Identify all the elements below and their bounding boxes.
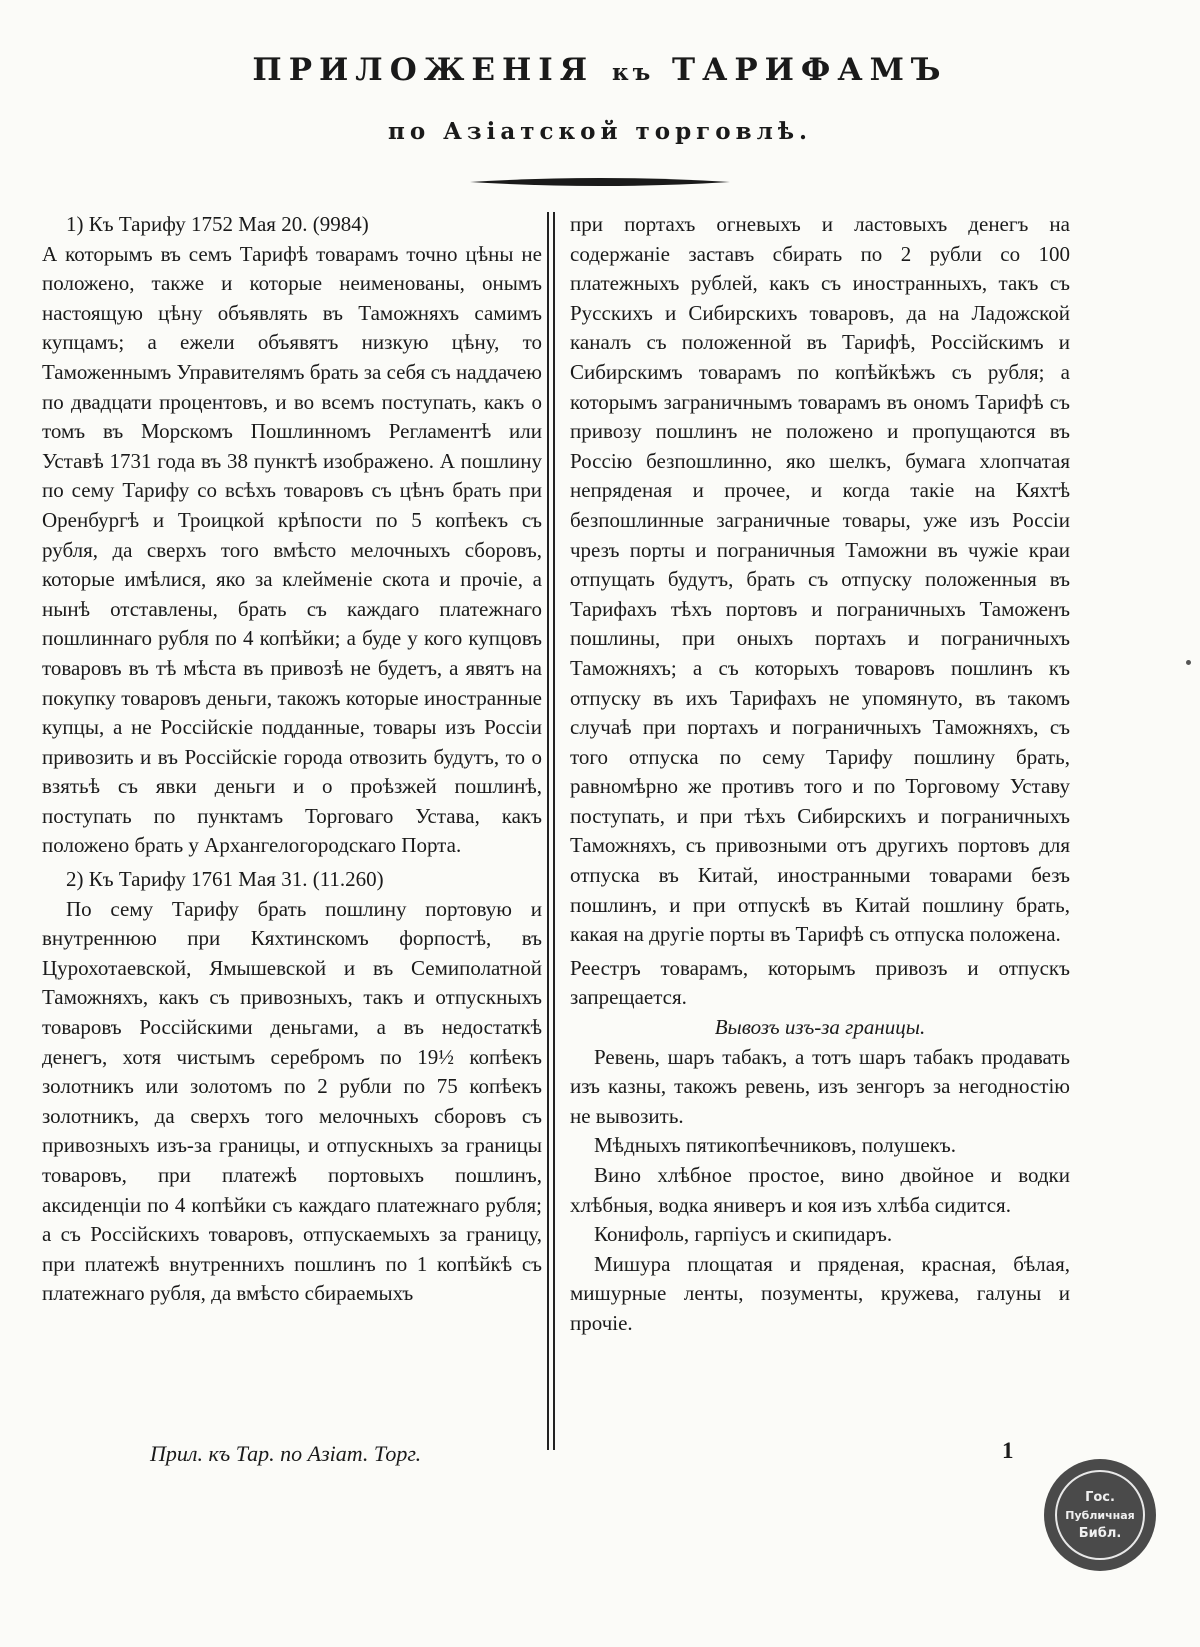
section2-heading: 2) Къ Тарифу 1761 Мая 31. (11.260) xyxy=(66,867,384,892)
title-ornament xyxy=(470,176,730,188)
page-number: 1 xyxy=(1002,1438,1014,1463)
list-item: Ревень, шаръ табакъ, а тотъ шаръ табакъ продавать изъ казны, такожъ ревень, изъ зенгоръ за негодностію не вывозить. xyxy=(570,1044,1070,1128)
title-main: ПРИЛОЖЕНІЯ xyxy=(252,52,595,88)
ink-speck xyxy=(1186,660,1191,665)
section2-text: По сему Тарифу брать пошлину портовую и внутреннюю при Кяхтинскомъ форпостѣ, въ Цурохотаевской, Ямышевской и въ Семиполатной Таможняхъ, какъ съ привозныхъ, такъ и отпускныхъ товаровъ Россійскими деньгами, а въ недостаткѣ денегъ, хотя чистымъ серебромъ по 19½ копѣекъ золотникъ или золотомъ по 2 рубли по 75 копѣекъ золотникъ, да сверхъ того мелочныхъ сборовъ съ привозныхъ изъ-за границы, и отпускныхъ за границы товаровъ, при платежѣ портовыхъ пошлинъ, аксиденціи по 4 копѣйки съ каждаго платежнаго рубля; а съ Россійскихъ товаровъ, отпускаемыхъ за границу, при платежѣ внутреннихъ пошлинъ по 1 копѣйкѣ съ платежнаго рубля, да вмѣсто сбираемыхъ xyxy=(42,896,542,1306)
list-item: Мишура площатая и пряденая, красная, бѣлая, мишурные ленты, позументы, кружева, галуны и прочіе. xyxy=(570,1251,1070,1335)
section1-heading: 1) Къ Тарифу 1752 Мая 20. (9984) xyxy=(66,212,369,236)
section1-text: А которымъ въ семъ Тарифѣ товарамъ точно цѣны не положено, также и которые неименованы, онымъ настоящую цѣну объявлять въ Таможняхъ самимъ купцамъ; а ежели объявятъ низкую цѣну, то Таможеннымъ Управителямъ брать за себя съ наддачею по двадцати процентовъ, и во всемъ поступать, какъ о томъ въ Морскомъ Пошлинномъ Регламентѣ или Уставѣ 1731 года въ 38 пунктѣ изображено. А пошлину по сему Тарифу со всѣхъ товаровъ съ цѣнъ брать при Оренбургѣ и Троицкой крѣпости по 5 копѣекъ съ рубля, да сверхъ того вмѣсто мелочныхъ сборовъ, которые имѣлися, яко за клейменіе скота и прочіе, а нынѣ отставлены, брать съ каждаго платежнаго пошлиннаго рубля по 4 копѣйки; а буде у кого купцовъ товаровъ въ тѣ мѣста въ привозѣ не будетъ, а явятъ на покупку товаровъ деньги, такожъ которые иностранные купцы, а не Россійскіе подданные, товары изъ Россіи привозить и въ Россійскіе города отвозить будутъ, то о взятьѣ съ явки деньги и о проѣзжей пошлинѣ, поступать по пунктамъ Торговаго Устава, какъ положено брать у Архангелогородскаго Порта. xyxy=(42,241,542,858)
title-preposition: къ xyxy=(611,59,655,86)
svg-text:Публичная: Публичная xyxy=(1065,1509,1135,1522)
page-subtitle: по Азіатской торговлѣ. xyxy=(388,118,812,145)
svg-text:Гос.: Гос. xyxy=(1085,1490,1115,1505)
footer-signature: Прил. къ Тар. по Азіат. Торг. xyxy=(150,1441,422,1466)
title-end: ТАРИФАМЪ xyxy=(672,52,948,88)
continuation-text: при портахъ огневыхъ и ластовыхъ денегъ на содержаніе заставъ сбирать по 2 рубли со 100 платежныхъ рублей, какъ съ иностранныхъ, такъ съ Русскихъ и Сибирскихъ товаровъ, да на Ладожской каналъ съ положенной въ Тарифѣ, Россійскимъ и Сибирскимъ товарамъ по копѣйкѣжъ съ рубля; а которымъ заграничнымъ товарамъ въ ономъ Тарифѣ съ привозу пошлинъ не положено и пропущаются въ Россію безпошлинно, яко шелкъ, бумага хлопчатая непряденая и прочее, и когда такіе на Кяхтѣ безпошлинные заграничные товары, уже изъ Россіи чрезъ порты и пограничныя Таможни въ чужіе краи отпущать будутъ, брать съ отпуску положенныя въ Тарифахъ тѣхъ портовъ и пограничныхъ Таможенъ пошлины, при оныхъ портахъ и пограничныхъ Таможняхъ; а съ которыхъ товаровъ пошлинъ къ отпуску въ ихъ Тарифахъ не упомянуто, въ такомъ случаѣ при портахъ и пограничныхъ Таможняхъ, съ того отпуска по сему Тарифу пошлину брать, равномѣрно же противъ того и по Торговому Уставу поступать, и при тѣхъ Сибирскихъ и пограничныхъ Таможняхъ, съ привозными отъ другихъ портовъ для отпуска въ Китай, иностранными товарами безъ пошлинъ, и при отпускѣ въ Китай пошлину брать, какая на другіе порты въ Тарифѣ съ отпуска положена. xyxy=(570,212,1070,947)
list-item: Конифоль, гарпіусъ и скипидаръ. xyxy=(594,1222,893,1247)
list-item: Мѣдныхъ пятикопѣечниковъ, полушекъ. xyxy=(594,1133,956,1158)
list-item: Вино хлѣбное простое, вино двойное и водки хлѣбныя, водка яниверъ и коя изъ хлѣба сидится. xyxy=(570,1163,1070,1217)
column-divider-right xyxy=(553,212,555,1450)
export-heading: Вывозъ изъ-за границы. xyxy=(714,1015,926,1040)
svg-text:Библ.: Библ. xyxy=(1078,1526,1122,1541)
column-divider-left xyxy=(547,212,549,1450)
register-heading: Реестръ товарамъ, которымъ привозъ и отпускъ запрещается. xyxy=(570,955,1070,1010)
page-title xyxy=(0,52,1200,88)
library-stamp xyxy=(1040,1455,1160,1575)
left-column xyxy=(42,210,542,1309)
right-column xyxy=(570,210,1070,1339)
